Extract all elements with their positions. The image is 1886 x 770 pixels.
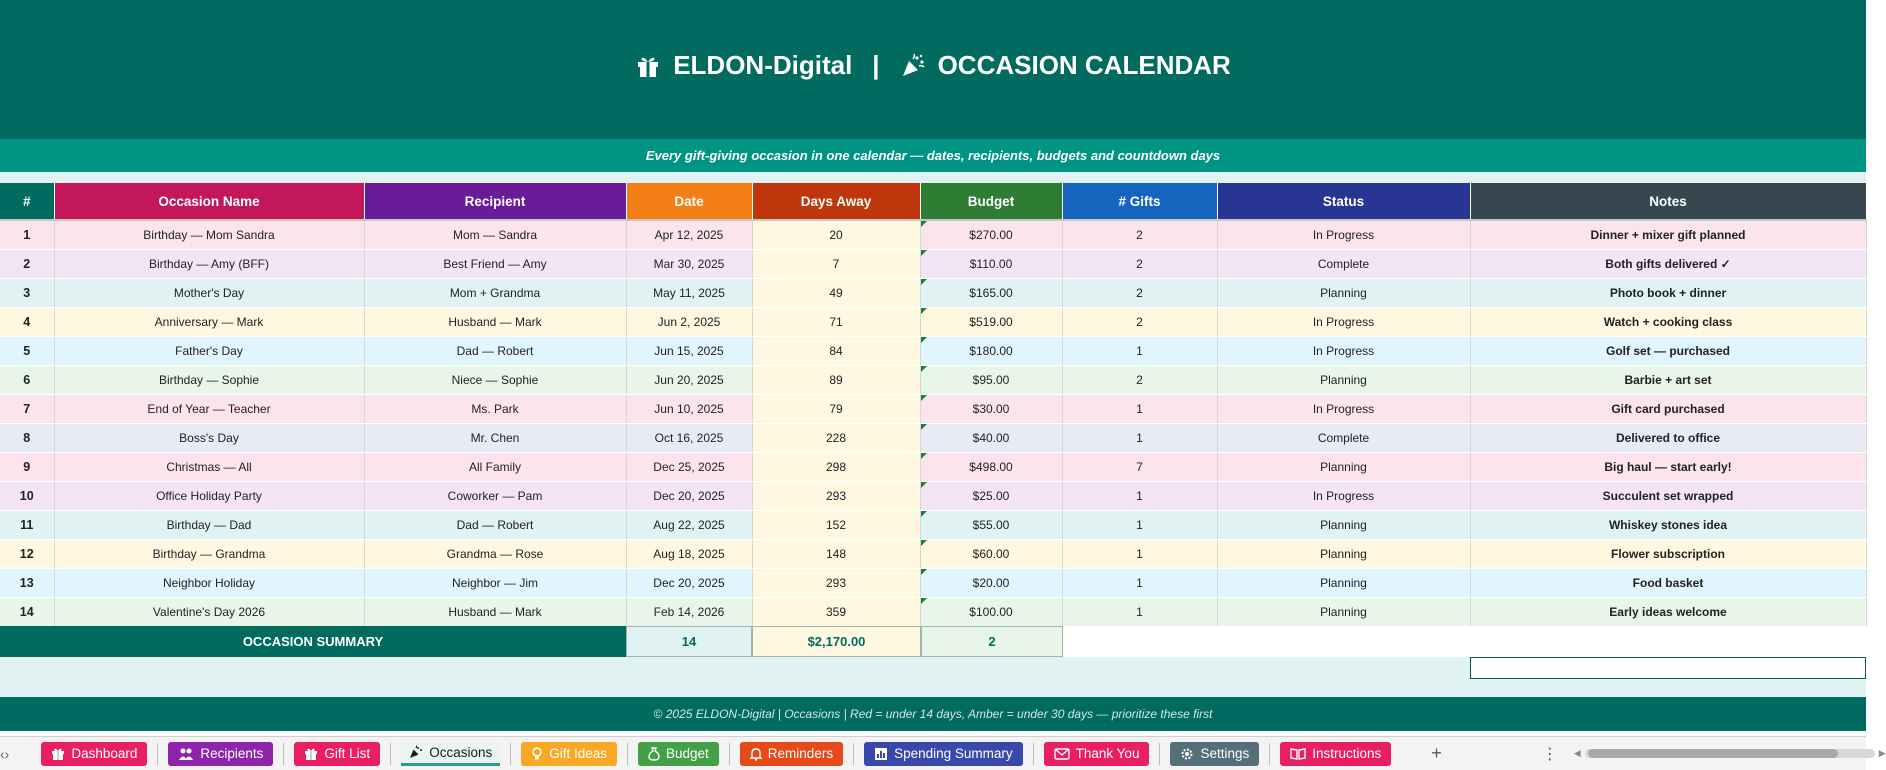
date-cell[interactable]: Dec 20, 2025 xyxy=(626,481,752,510)
row-number[interactable]: 4 xyxy=(0,307,54,336)
table-header-row xyxy=(0,183,1866,220)
more-options-icon[interactable]: ⋮ xyxy=(1541,745,1558,763)
column-header[interactable]: Status xyxy=(1217,183,1470,220)
notes-cell[interactable]: Barbie + art set xyxy=(1470,365,1866,394)
date-cell[interactable]: Jun 20, 2025 xyxy=(626,365,752,394)
days-away-cell[interactable]: 228 xyxy=(752,423,920,452)
row-number[interactable]: 10 xyxy=(0,481,54,510)
party-popper-icon xyxy=(409,745,423,759)
tab-label: Occasions xyxy=(429,744,493,760)
days-away-cell[interactable]: 148 xyxy=(752,539,920,568)
tab-separator xyxy=(157,743,158,765)
table-row xyxy=(0,423,1866,452)
status-cell[interactable]: In Progress xyxy=(1217,481,1470,510)
tab-label: Gift List xyxy=(324,746,371,761)
scroll-left-icon[interactable]: ◀ xyxy=(1573,748,1581,758)
summary-total-budget[interactable]: $2,170.00 xyxy=(752,626,921,657)
tab-separator xyxy=(627,743,628,765)
tab-instructions[interactable] xyxy=(1280,742,1391,766)
recipient-cell[interactable]: All Family xyxy=(364,452,626,481)
budget-cell[interactable]: $55.00 xyxy=(920,510,1062,539)
sheet-tab-bar xyxy=(0,736,1886,770)
horizontal-scrollbar[interactable] xyxy=(1574,748,1886,759)
budget-cell[interactable]: $95.00 xyxy=(920,365,1062,394)
gift-count-cell[interactable]: 2 xyxy=(1062,307,1217,336)
date-cell[interactable]: Feb 14, 2026 xyxy=(626,597,752,626)
tab-separator xyxy=(1033,743,1034,765)
row-number[interactable]: 1 xyxy=(0,220,54,249)
days-away-cell[interactable]: 152 xyxy=(752,510,920,539)
people-icon xyxy=(178,747,194,761)
recipient-cell[interactable]: Best Friend — Amy xyxy=(364,249,626,278)
column-header[interactable]: # xyxy=(0,183,54,220)
title-banner xyxy=(0,0,1866,139)
selected-cell[interactable] xyxy=(1470,657,1866,679)
scroll-right-icon[interactable]: ▶ xyxy=(1878,748,1886,758)
row-number[interactable]: 12 xyxy=(0,539,54,568)
recipient-cell[interactable]: Coworker — Pam xyxy=(364,481,626,510)
occasion-name-cell[interactable]: Birthday — Amy (BFF) xyxy=(54,249,364,278)
recipient-cell[interactable]: Husband — Mark xyxy=(364,307,626,336)
row-number[interactable]: 9 xyxy=(0,452,54,481)
table-row xyxy=(0,394,1866,423)
budget-cell[interactable]: $498.00 xyxy=(920,452,1062,481)
tab-thank-you[interactable] xyxy=(1044,742,1150,766)
table-row xyxy=(0,307,1866,336)
gift-count-cell[interactable]: 1 xyxy=(1062,423,1217,452)
gift-count-cell[interactable]: 1 xyxy=(1062,539,1217,568)
brand-name: ELDON-Digital xyxy=(673,50,853,80)
notes-cell[interactable]: Food basket xyxy=(1470,568,1866,597)
column-header[interactable]: Recipient xyxy=(364,183,626,220)
bar-chart-icon xyxy=(874,747,888,761)
recipient-cell[interactable]: Mom — Sandra xyxy=(364,220,626,249)
occasion-name-cell[interactable]: Birthday — Dad xyxy=(54,510,364,539)
budget-cell[interactable]: $110.00 xyxy=(920,249,1062,278)
days-away-cell[interactable]: 298 xyxy=(752,452,920,481)
title-separator: | xyxy=(872,50,880,80)
tab-label: Spending Summary xyxy=(894,746,1013,761)
tab-occasions[interactable] xyxy=(401,742,500,766)
party-popper-icon xyxy=(900,53,926,79)
gift-icon xyxy=(304,747,318,761)
budget-cell[interactable]: $100.00 xyxy=(920,597,1062,626)
recipient-cell[interactable]: Mr. Chen xyxy=(364,423,626,452)
gift-count-cell[interactable]: 2 xyxy=(1062,249,1217,278)
table-row xyxy=(0,510,1866,539)
gift-count-cell[interactable]: 1 xyxy=(1062,568,1217,597)
days-away-cell[interactable]: 293 xyxy=(752,481,920,510)
budget-cell[interactable]: $30.00 xyxy=(920,394,1062,423)
date-cell[interactable]: Aug 18, 2025 xyxy=(626,539,752,568)
lightbulb-icon xyxy=(531,747,543,761)
gift-count-cell[interactable]: 2 xyxy=(1062,278,1217,307)
tab-recipients[interactable] xyxy=(168,742,273,766)
days-away-cell[interactable]: 89 xyxy=(752,365,920,394)
budget-cell[interactable]: $40.00 xyxy=(920,423,1062,452)
gift-count-cell[interactable]: 1 xyxy=(1062,481,1217,510)
occasion-name-cell[interactable]: Neighbor Holiday xyxy=(54,568,364,597)
occasion-name-cell[interactable]: Father's Day xyxy=(54,336,364,365)
budget-cell[interactable]: $165.00 xyxy=(920,278,1062,307)
occasion-name-cell[interactable]: Mother's Day xyxy=(54,278,364,307)
occasion-name-cell[interactable]: Boss's Day xyxy=(54,423,364,452)
notes-cell[interactable]: Flower subscription xyxy=(1470,539,1866,568)
tab-reminders[interactable] xyxy=(740,742,843,766)
tab-label: Settings xyxy=(1200,746,1250,761)
row-number[interactable]: 13 xyxy=(0,568,54,597)
notes-cell[interactable]: Golf set — purchased xyxy=(1470,336,1866,365)
row-number[interactable]: 2 xyxy=(0,249,54,278)
tab-separator xyxy=(510,743,511,765)
row-number[interactable]: 7 xyxy=(0,394,54,423)
budget-cell[interactable]: $25.00 xyxy=(920,481,1062,510)
status-cell[interactable]: In Progress xyxy=(1217,336,1470,365)
notes-cell[interactable]: Photo book + dinner xyxy=(1470,278,1866,307)
table-row xyxy=(0,568,1866,597)
tab-dashboard[interactable] xyxy=(41,742,147,766)
row-number[interactable]: 11 xyxy=(0,510,54,539)
chevron-right-icon[interactable]: › xyxy=(4,745,10,762)
recipient-cell[interactable]: Husband — Mark xyxy=(364,597,626,626)
gift-count-cell[interactable]: 1 xyxy=(1062,394,1217,423)
status-cell[interactable]: Complete xyxy=(1217,423,1470,452)
notes-cell[interactable]: Both gifts delivered ✓ xyxy=(1470,249,1866,278)
table-row xyxy=(0,539,1866,568)
money-bag-icon xyxy=(648,747,660,761)
recipient-cell[interactable]: Grandma — Rose xyxy=(364,539,626,568)
tab-budget[interactable] xyxy=(638,742,719,766)
row-number[interactable]: 3 xyxy=(0,278,54,307)
book-icon xyxy=(1290,748,1306,760)
subtitle-bar: Every gift-giving occasion in one calendar — dates, recipients, budgets and countdown days xyxy=(0,139,1866,172)
days-away-cell[interactable]: 84 xyxy=(752,336,920,365)
tab-label: Recipients xyxy=(200,746,264,761)
page-title: OCCASION CALENDAR xyxy=(937,50,1231,80)
status-cell[interactable]: Planning xyxy=(1217,539,1470,568)
notes-cell[interactable]: Succulent set wrapped xyxy=(1470,481,1866,510)
sheet-tabs xyxy=(41,742,1401,766)
date-cell[interactable]: May 11, 2025 xyxy=(626,278,752,307)
budget-cell[interactable]: $60.00 xyxy=(920,539,1062,568)
banner-title xyxy=(0,50,1866,81)
add-sheet-button[interactable]: + xyxy=(1431,743,1442,763)
recipient-cell[interactable]: Dad — Robert xyxy=(364,336,626,365)
card-icon xyxy=(1054,748,1070,760)
gift-icon xyxy=(635,53,661,79)
date-cell[interactable]: Mar 30, 2025 xyxy=(626,249,752,278)
days-away-cell[interactable]: 7 xyxy=(752,249,920,278)
date-cell[interactable]: Jun 15, 2025 xyxy=(626,336,752,365)
recipient-cell[interactable]: Neighbor — Jim xyxy=(364,568,626,597)
column-header[interactable]: Budget xyxy=(920,183,1062,220)
gift-count-cell[interactable]: 7 xyxy=(1062,452,1217,481)
summary-occasion-count[interactable]: 14 xyxy=(626,626,752,657)
spacer-strip xyxy=(0,172,1866,183)
gift-count-cell[interactable]: 2 xyxy=(1062,220,1217,249)
tab-separator xyxy=(390,743,391,765)
table-row xyxy=(0,249,1866,278)
recipient-cell[interactable]: Ms. Park xyxy=(364,394,626,423)
table-row xyxy=(0,481,1866,510)
tab-label: Gift Ideas xyxy=(549,746,607,761)
tab-separator xyxy=(283,743,284,765)
column-header[interactable]: Date xyxy=(626,183,752,220)
column-header[interactable]: Notes xyxy=(1470,183,1866,220)
chevron-left-icon[interactable]: ‹ xyxy=(0,745,5,762)
occasion-name-cell[interactable]: Birthday — Sophie xyxy=(54,365,364,394)
gift-count-cell[interactable]: 2 xyxy=(1062,365,1217,394)
tab-label: Thank You xyxy=(1075,746,1140,761)
summary-complete-count[interactable]: 2 xyxy=(921,626,1063,657)
occasion-name-cell[interactable]: Anniversary — Mark xyxy=(54,307,364,336)
notes-cell[interactable]: Delivered to office xyxy=(1470,423,1866,452)
tab-settings[interactable] xyxy=(1170,742,1259,766)
status-cell[interactable]: Planning xyxy=(1217,452,1470,481)
tab-spending-summary[interactable] xyxy=(864,742,1023,766)
notes-cell[interactable]: Whiskey stones idea xyxy=(1470,510,1866,539)
table-row xyxy=(0,278,1866,307)
notes-cell[interactable]: Big haul — start early! xyxy=(1470,452,1866,481)
budget-cell[interactable]: $180.00 xyxy=(920,336,1062,365)
row-number[interactable]: 8 xyxy=(0,423,54,452)
column-header[interactable]: Days Away xyxy=(752,183,920,220)
date-cell[interactable]: Jun 10, 2025 xyxy=(626,394,752,423)
gift-count-cell[interactable]: 1 xyxy=(1062,510,1217,539)
occasion-name-cell[interactable]: Birthday — Mom Sandra xyxy=(54,220,364,249)
tab-label: Instructions xyxy=(1312,746,1382,761)
row-number[interactable]: 5 xyxy=(0,336,54,365)
footer-note: © 2025 ELDON-Digital | Occasions | Red = under 14 days, Amber = under 30 days — prioritize these first xyxy=(0,697,1866,731)
status-cell[interactable]: Planning xyxy=(1217,568,1470,597)
occasion-name-cell[interactable]: Christmas — All xyxy=(54,452,364,481)
notes-cell[interactable]: Dinner + mixer gift planned xyxy=(1470,220,1866,249)
bell-icon xyxy=(750,747,762,761)
scroll-thumb[interactable] xyxy=(1588,749,1838,758)
notes-cell[interactable]: Gift card purchased xyxy=(1470,394,1866,423)
status-cell[interactable]: Complete xyxy=(1217,249,1470,278)
date-cell[interactable]: Dec 25, 2025 xyxy=(626,452,752,481)
status-cell[interactable]: Planning xyxy=(1217,365,1470,394)
days-away-cell[interactable]: 79 xyxy=(752,394,920,423)
tab-separator xyxy=(729,743,730,765)
tab-gift-ideas[interactable] xyxy=(521,742,617,766)
date-cell[interactable]: Dec 20, 2025 xyxy=(626,568,752,597)
table-row xyxy=(0,336,1866,365)
days-away-cell[interactable]: 293 xyxy=(752,568,920,597)
status-cell[interactable]: Planning xyxy=(1217,597,1470,626)
budget-cell[interactable]: $270.00 xyxy=(920,220,1062,249)
date-cell[interactable]: Jun 2, 2025 xyxy=(626,307,752,336)
occasion-name-cell[interactable]: Office Holiday Party xyxy=(54,481,364,510)
table-row xyxy=(0,452,1866,481)
budget-cell[interactable]: $519.00 xyxy=(920,307,1062,336)
status-cell[interactable]: Planning xyxy=(1217,278,1470,307)
status-cell[interactable]: In Progress xyxy=(1217,394,1470,423)
tab-separator xyxy=(853,743,854,765)
tab-separator xyxy=(1269,743,1270,765)
gift-icon xyxy=(51,747,65,761)
date-cell[interactable]: Aug 22, 2025 xyxy=(626,510,752,539)
summary-label[interactable]: OCCASION SUMMARY xyxy=(0,626,626,657)
status-cell[interactable]: In Progress xyxy=(1217,220,1470,249)
table-row xyxy=(0,365,1866,394)
days-away-cell[interactable]: 71 xyxy=(752,307,920,336)
row-number[interactable]: 6 xyxy=(0,365,54,394)
notes-cell[interactable]: Early ideas welcome xyxy=(1470,597,1866,626)
occasion-name-cell[interactable]: Valentine's Day 2026 xyxy=(54,597,364,626)
column-header[interactable]: # Gifts xyxy=(1062,183,1217,220)
budget-cell[interactable]: $20.00 xyxy=(920,568,1062,597)
gift-count-cell[interactable]: 1 xyxy=(1062,336,1217,365)
scroll-track[interactable] xyxy=(1585,749,1875,758)
date-cell[interactable]: Oct 16, 2025 xyxy=(626,423,752,452)
gift-count-cell[interactable]: 1 xyxy=(1062,597,1217,626)
tab-gift-list[interactable] xyxy=(294,742,380,766)
occasion-name-cell[interactable]: End of Year — Teacher xyxy=(54,394,364,423)
date-cell[interactable]: Apr 12, 2025 xyxy=(626,220,752,249)
recipient-cell[interactable]: Dad — Robert xyxy=(364,510,626,539)
recipient-cell[interactable]: Niece — Sophie xyxy=(364,365,626,394)
tab-separator xyxy=(1159,743,1160,765)
table-row xyxy=(0,597,1866,626)
tab-label: Reminders xyxy=(767,746,834,761)
notes-cell[interactable]: Watch + cooking class xyxy=(1470,307,1866,336)
gear-icon xyxy=(1180,747,1194,761)
recipient-cell[interactable]: Mom + Grandma xyxy=(364,278,626,307)
status-cell[interactable]: Planning xyxy=(1217,510,1470,539)
tab-label: Budget xyxy=(666,746,709,761)
row-number[interactable]: 14 xyxy=(0,597,54,626)
status-cell[interactable]: In Progress xyxy=(1217,307,1470,336)
table-row xyxy=(0,220,1866,249)
days-away-cell[interactable]: 49 xyxy=(752,278,920,307)
column-header[interactable]: Occasion Name xyxy=(54,183,364,220)
tab-label: Dashboard xyxy=(71,746,138,761)
days-away-cell[interactable]: 20 xyxy=(752,220,920,249)
occasion-table xyxy=(0,183,1867,627)
occasion-name-cell[interactable]: Birthday — Grandma xyxy=(54,539,364,568)
table-body xyxy=(0,220,1866,626)
days-away-cell[interactable]: 359 xyxy=(752,597,920,626)
